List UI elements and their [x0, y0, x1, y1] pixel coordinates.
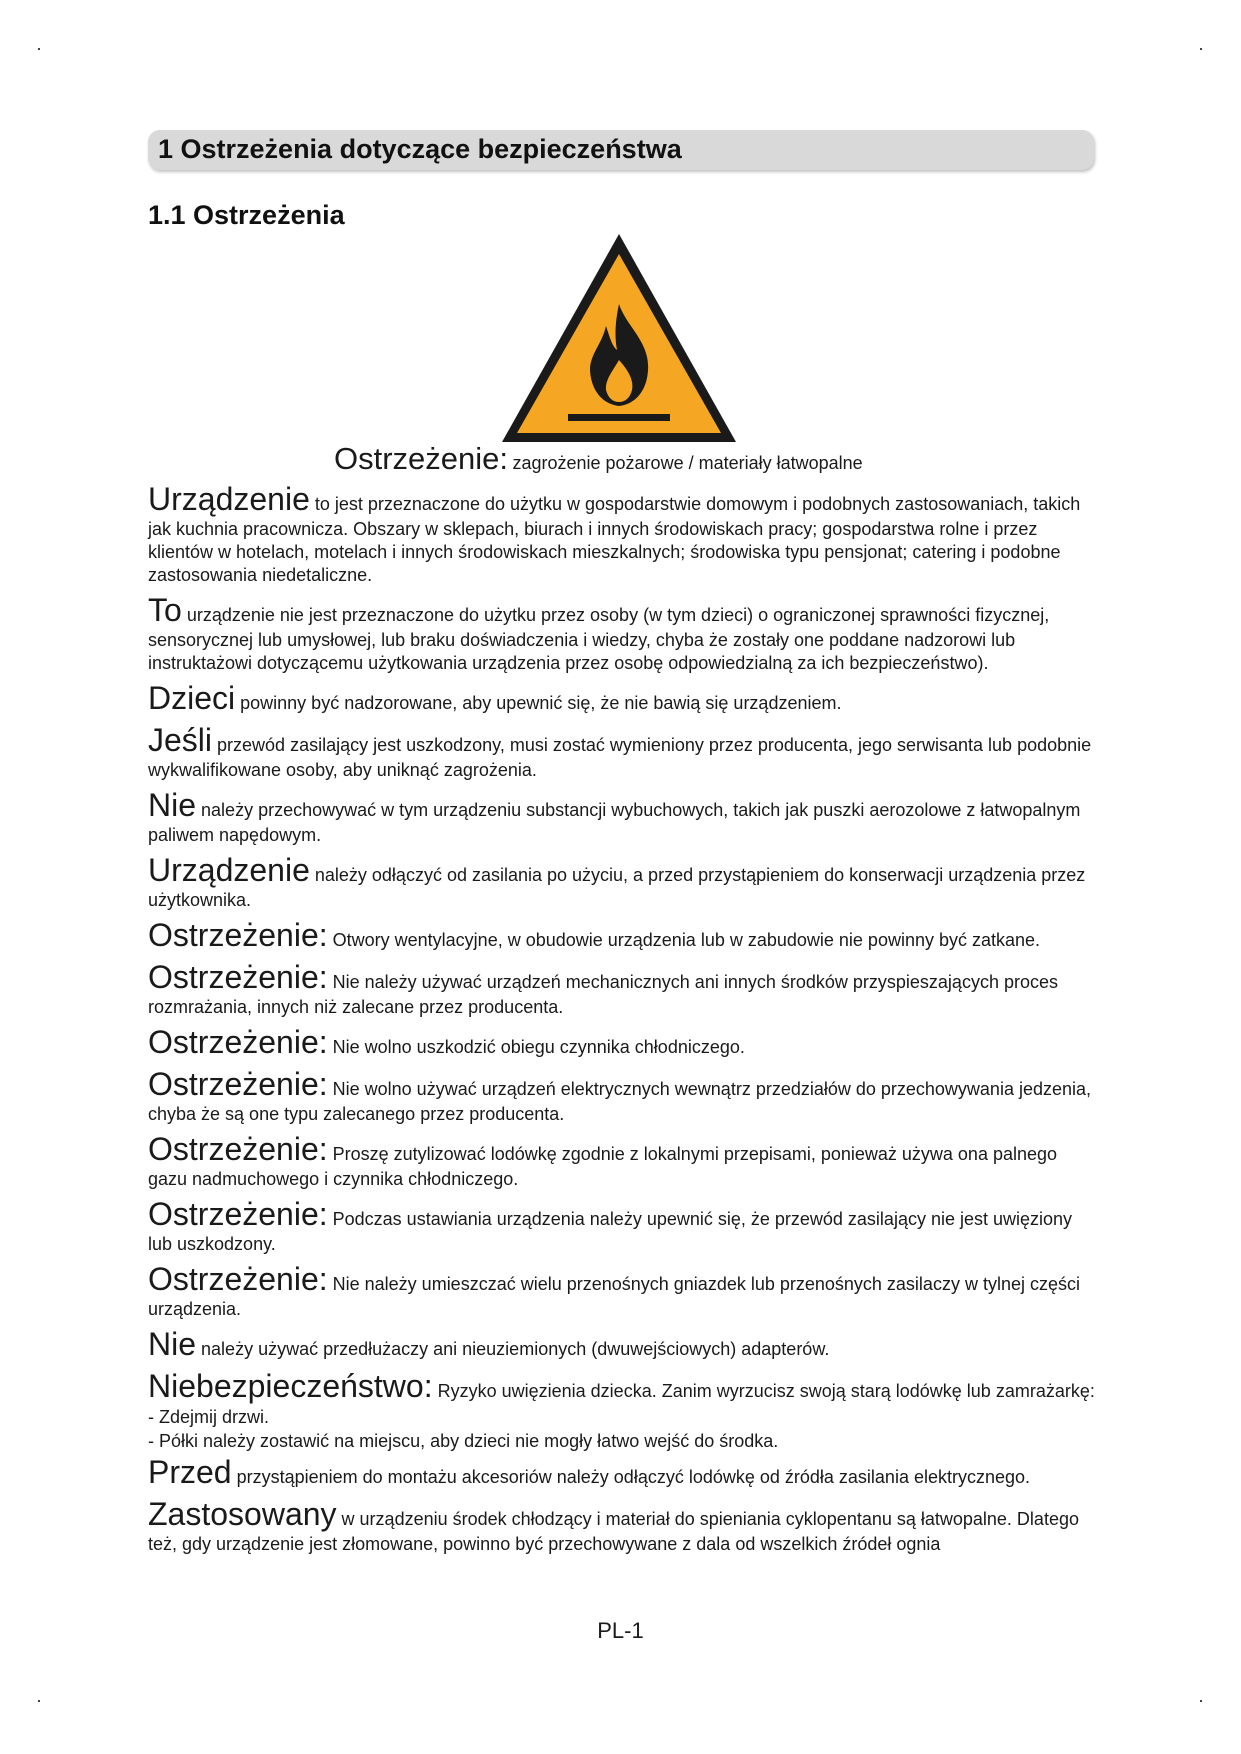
paragraph-text: Nie wolno używać urządzeń elektrycznych wewnątrz przedziałów do przechowywania jedzenia, chyba że są one typu zalecanego przez producenta.: [148, 1079, 1092, 1124]
paragraph-lead: To: [148, 592, 182, 628]
paragraph: [148, 1325, 1098, 1363]
paragraph-lead: Urządzenie: [148, 481, 310, 517]
corner-mark-tl: [38, 48, 40, 50]
paragraph: [148, 1130, 1098, 1191]
paragraph: [148, 1065, 1098, 1126]
paragraph: [148, 1495, 1098, 1556]
warnings-body: [148, 480, 1098, 1560]
paragraph-lead: Nie: [148, 787, 197, 823]
paragraph-lead: Urządzenie: [148, 852, 310, 888]
paragraph-lead: Ostrzeżenie:: [148, 1066, 328, 1102]
paragraph-text: należy odłączyć od zasilania po użyciu, a przed przystąpieniem do konserwacji urządzenia przez użytkownika.: [148, 865, 1086, 910]
paragraph-text: należy używać przedłużaczy ani nieuziemionych (dwuwejściowych) adapterów.: [201, 1339, 830, 1359]
paragraph-text: Proszę zutylizować lodówkę zgodnie z lokalnymi przepisami, ponieważ używa ona palnego gazu nadmuchowego i czynnika chłodniczego.: [148, 1144, 1058, 1189]
paragraph-text: należy przechowywać w tym urządzeniu substancji wybuchowych, takich jak puszki aerozolowe z łatwopalnym paliwem napędowym.: [148, 800, 1081, 845]
paragraph: [148, 1195, 1098, 1256]
paragraph-text: Ryzyko uwięzienia dziecka. Zanim wyrzucisz swoją starą lodówkę lub zamrażarkę:: [437, 1381, 1095, 1401]
paragraph-text: przewód zasilający jest uszkodzony, musi zostać wymieniony przez producenta, jego serwisanta lub podobnie wykwalifikowane osoby, aby uniknąć zagrożenia.: [148, 735, 1092, 780]
paragraph: [148, 591, 1098, 675]
paragraph: [148, 679, 1098, 717]
paragraph-lead: Ostrzeżenie:: [148, 1261, 328, 1297]
paragraph-lead: Przed: [148, 1454, 232, 1490]
page-number: PL-1: [597, 1618, 644, 1643]
paragraph: [148, 480, 1098, 587]
list-item: - Zdejmij drzwi.: [148, 1407, 270, 1427]
paragraph: [148, 851, 1098, 912]
corner-mark-br: [1200, 1700, 1202, 1702]
paragraph-text: Otwory wentylacyjne, w obudowie urządzenia lub w zabudowie nie powinny być zatkane.: [332, 930, 1041, 950]
danger-list: [148, 1405, 1098, 1453]
paragraph-text: w urządzeniu środek chłodzący i materiał do spieniania cyklopentanu są łatwopalne. Dlatego też, gdy urządzenie jest złomowane, powinno być przechowywane z dala od wszelkich źródeł ognia: [148, 1509, 1079, 1554]
paragraph: [148, 1453, 1098, 1491]
paragraph-lead: Jeśli: [148, 722, 213, 758]
paragraph-text: przystąpieniem do montażu akcesoriów należy odłączyć lodówkę od źródła zasilania elektrycznego.: [236, 1467, 1031, 1487]
paragraph-lead: Ostrzeżenie:: [148, 1131, 328, 1167]
paragraph-text: to jest przeznaczone do użytku w gospodarstwie domowym i podobnych zastosowaniach, takich jak kuchnia pracownicza. Obszary w sklepach, biurach i innych środowiskach pracy; gospodarstwa rolne i przez klientów w hotelach, motelach i innych środowiskach mieszkalnych; środowiska typu pensjonat; catering i podobne zastosowania niedetaliczne.: [148, 494, 1081, 585]
paragraph: [148, 958, 1098, 1019]
list-item: - Półki należy zostawić na miejscu, aby dzieci nie mogły łatwo wejść do środka.: [148, 1431, 779, 1451]
paragraph-text: Nie wolno uszkodzić obiegu czynnika chłodniczego.: [332, 1037, 745, 1057]
subsection-title: 1.1 Ostrzeżenia: [148, 200, 345, 230]
paragraph: [148, 916, 1098, 954]
paragraph-lead: Ostrzeżenie:: [148, 917, 328, 953]
paragraph: [148, 1367, 1098, 1405]
paragraph-text: powinny być nadzorowane, aby upewnić się, że nie bawią się urządzeniem.: [240, 693, 842, 713]
paragraph-text: Nie należy używać urządzeń mechanicznych ani innych środków przyspieszających proces rozmrażania, innych niż zalecane przez producenta.: [148, 972, 1058, 1017]
paragraph-text: Nie należy umieszczać wielu przenośnych gniazdek lub przenośnych zasilaczy w tylnej części urządzenia.: [148, 1274, 1080, 1319]
corner-mark-bl: [38, 1700, 40, 1702]
corner-mark-tr: [1200, 48, 1202, 50]
caption-text: zagrożenie pożarowe / materiały łatwopalne: [512, 453, 863, 473]
section-title: 1 Ostrzeżenia dotyczące bezpieczeństwa: [158, 134, 682, 164]
paragraph-lead: Ostrzeżenie:: [148, 1024, 328, 1060]
paragraph: [148, 1023, 1098, 1061]
paragraph-lead: Dzieci: [148, 680, 236, 716]
paragraph-lead: Zastosowany: [148, 1496, 337, 1532]
paragraph: [148, 1260, 1098, 1321]
flammable-warning-icon: [498, 230, 740, 446]
paragraph-text: urządzenie nie jest przeznaczone do użytku przez osoby (w tym dzieci) o ograniczonej sprawności fizycznej, sensorycznej lub umysłowej, lub braku doświadczenia i wiedzy, chyba że zostały one poddane nadzorowi lub instruktażowi dotyczącemu użytkowania urządzenia przez osobę odpowiedzialną za ich bezpieczeństwo).: [148, 605, 1050, 673]
paragraph-lead: Niebezpieczeństwo:: [148, 1368, 433, 1404]
paragraph-lead: Ostrzeżenie:: [148, 1196, 328, 1232]
paragraph-text: Podczas ustawiania urządzenia należy upewnić się, że przewód zasilający nie jest uwięziony lub uszkodzony.: [148, 1209, 1073, 1254]
caption-lead: Ostrzeżenie:: [334, 441, 509, 476]
warning-caption: [334, 441, 863, 477]
paragraph-lead: Nie: [148, 1326, 197, 1362]
paragraph: [148, 721, 1098, 782]
paragraph-lead: Ostrzeżenie:: [148, 959, 328, 995]
paragraph: [148, 786, 1098, 847]
